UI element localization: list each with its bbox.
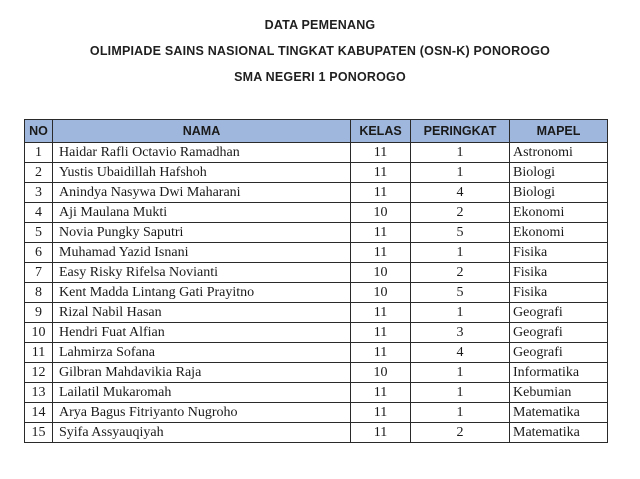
cell-kelas: 11 [351,223,411,243]
cell-mapel: Kebumian [510,383,608,403]
table-row [25,143,608,163]
table-row [25,183,608,203]
cell-kelas: 11 [351,243,411,263]
header-mapel: MAPEL [510,120,608,143]
competition-title: OLIMPIADE SAINS NASIONAL TINGKAT KABUPATEN (OSN-K) PONOROGO [89,44,551,58]
cell-kelas: 11 [351,183,411,203]
cell-peringkat: 5 [411,283,510,303]
cell-mapel: Fisika [510,283,608,303]
table-row [25,363,608,383]
cell-peringkat: 1 [411,403,510,423]
cell-peringkat: 1 [411,243,510,263]
cell-no: 15 [25,423,53,443]
header-peringkat: PERINGKAT [411,120,510,143]
cell-kelas: 11 [351,383,411,403]
cell-no: 1 [25,143,53,163]
cell-nama: Yustis Ubaidillah Hafshoh [53,163,351,183]
cell-peringkat: 1 [411,143,510,163]
cell-peringkat: 2 [411,263,510,283]
cell-kelas: 11 [351,323,411,343]
table-row [25,283,608,303]
cell-mapel: Fisika [510,243,608,263]
cell-peringkat: 3 [411,323,510,343]
table-row [25,203,608,223]
cell-no: 6 [25,243,53,263]
cell-kelas: 11 [351,403,411,423]
document-title-block [0,12,640,90]
cell-no: 2 [25,163,53,183]
cell-peringkat: 1 [411,163,510,183]
table-row [25,223,608,243]
cell-nama: Kent Madda Lintang Gati Prayitno [53,283,351,303]
table-row [25,323,608,343]
cell-no: 9 [25,303,53,323]
cell-kelas: 11 [351,163,411,183]
table-row [25,403,608,423]
cell-kelas: 10 [351,283,411,303]
cell-no: 5 [25,223,53,243]
cell-mapel: Matematika [510,403,608,423]
cell-mapel: Geografi [510,343,608,363]
cell-no: 13 [25,383,53,403]
cell-mapel: Ekonomi [510,223,608,243]
header-nama: NAMA [53,120,351,143]
table-row [25,423,608,443]
cell-no: 8 [25,283,53,303]
winners-table [24,119,608,443]
cell-kelas: 11 [351,143,411,163]
school-name: SMA NEGERI 1 PONOROGO [234,70,406,84]
cell-no: 4 [25,203,53,223]
table-row [25,343,608,363]
cell-peringkat: 2 [411,203,510,223]
cell-kelas: 11 [351,303,411,323]
cell-peringkat: 1 [411,363,510,383]
header-kelas: KELAS [351,120,411,143]
cell-peringkat: 2 [411,423,510,443]
cell-nama: Aji Maulana Mukti [53,203,351,223]
table-row [25,303,608,323]
cell-peringkat: 4 [411,343,510,363]
cell-peringkat: 5 [411,223,510,243]
cell-nama: Haidar Rafli Octavio Ramadhan [53,143,351,163]
cell-nama: Gilbran Mahdavikia Raja [53,363,351,383]
cell-kelas: 11 [351,343,411,363]
cell-nama: Easy Risky Rifelsa Novianti [53,263,351,283]
cell-mapel: Geografi [510,323,608,343]
cell-nama: Novia Pungky Saputri [53,223,351,243]
table-row [25,383,608,403]
header-no: NO [25,120,53,143]
cell-nama: Lailatil Mukaromah [53,383,351,403]
cell-mapel: Ekonomi [510,203,608,223]
cell-no: 3 [25,183,53,203]
cell-no: 7 [25,263,53,283]
cell-no: 12 [25,363,53,383]
cell-kelas: 11 [351,423,411,443]
cell-mapel: Astronomi [510,143,608,163]
table-header-row [25,120,608,143]
cell-mapel: Matematika [510,423,608,443]
cell-kelas: 10 [351,203,411,223]
cell-peringkat: 1 [411,303,510,323]
cell-nama: Anindya Nasywa Dwi Maharani [53,183,351,203]
cell-mapel: Informatika [510,363,608,383]
cell-peringkat: 4 [411,183,510,203]
cell-no: 10 [25,323,53,343]
cell-no: 11 [25,343,53,363]
cell-mapel: Geografi [510,303,608,323]
cell-nama: Syifa Assyauqiyah [53,423,351,443]
document-title: DATA PEMENANG [264,18,376,32]
cell-mapel: Biologi [510,163,608,183]
cell-nama: Lahmirza Sofana [53,343,351,363]
table-row [25,163,608,183]
cell-kelas: 10 [351,363,411,383]
cell-no: 14 [25,403,53,423]
cell-nama: Muhamad Yazid Isnani [53,243,351,263]
cell-peringkat: 1 [411,383,510,403]
table-row [25,263,608,283]
cell-nama: Rizal Nabil Hasan [53,303,351,323]
cell-nama: Arya Bagus Fitriyanto Nugroho [53,403,351,423]
cell-mapel: Fisika [510,263,608,283]
cell-mapel: Biologi [510,183,608,203]
cell-nama: Hendri Fuat Alfian [53,323,351,343]
cell-kelas: 10 [351,263,411,283]
table-row [25,243,608,263]
